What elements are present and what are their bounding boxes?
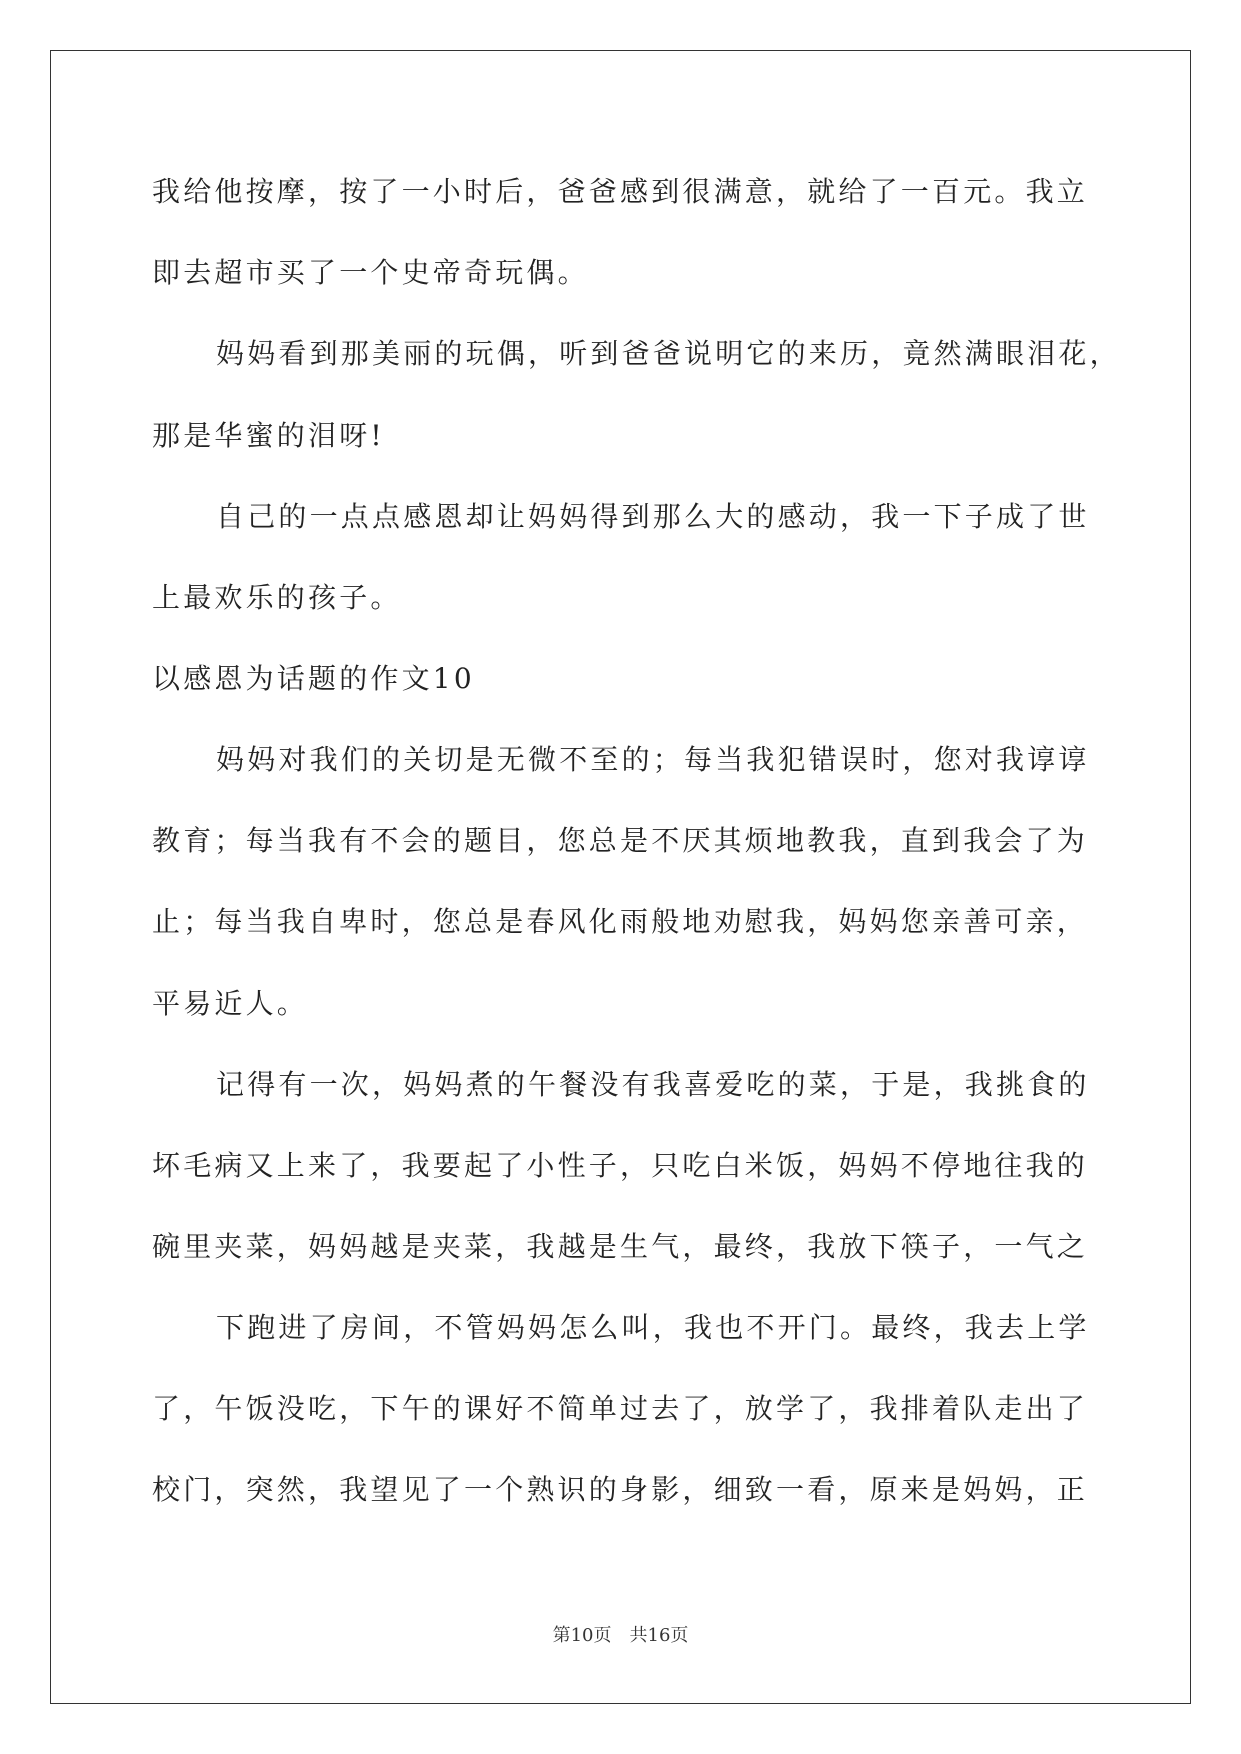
text-line: 妈妈对我们的关切是无微不至的；每当我犯错误时，您对我谆谆 [216, 743, 1090, 776]
text-line: 止；每当我自卑时，您总是春风化雨般地劝慰我，妈妈您亲善可亲， [152, 905, 1089, 938]
page-number: 第10页 共16页 [552, 1625, 689, 1646]
text-line: 坏毛病又上来了，我要起了小性子，只吃白米饭，妈妈不停地往我的 [152, 1149, 1089, 1182]
text-line: 即去超市买了一个史帝奇玩偶。 [152, 256, 589, 289]
text-line: 平易近人。 [152, 987, 309, 1020]
text-line: 校门，突然，我望见了一个熟识的身影，细致一看，原来是妈妈，正 [152, 1473, 1089, 1506]
text-line: 记得有一次，妈妈煮的午餐没有我喜爱吃的菜，于是，我挑食的 [216, 1068, 1090, 1101]
text-line: 碗里夹菜，妈妈越是夹菜，我越是生气，最终，我放下筷子，一气之 [152, 1230, 1089, 1263]
text-line: 下跑进了房间，不管妈妈怎么叫，我也不开门。最终，我去上学 [216, 1311, 1090, 1344]
text-line: 了，午饭没吃，下午的课好不简单过去了，放学了，我排着队走出了 [152, 1392, 1089, 1425]
section-heading: 以感恩为话题的作文10 [152, 662, 475, 695]
text-line: 妈妈看到那美丽的玩偶，听到爸爸说明它的来历，竟然满眼泪花， [216, 337, 1121, 370]
text-line: 我给他按摩，按了一小时后，爸爸感到很满意，就给了一百元。我立 [152, 175, 1089, 208]
text-line: 教育；每当我有不会的题目，您总是不厌其烦地教我，直到我会了为 [152, 824, 1089, 857]
text-line: 上最欢乐的孩子。 [152, 581, 402, 614]
text-line: 那是华蜜的泪呀! [152, 419, 385, 452]
text-line: 自己的一点点感恩却让妈妈得到那么大的感动，我一下子成了世 [216, 500, 1090, 533]
page-border [50, 50, 1191, 1704]
